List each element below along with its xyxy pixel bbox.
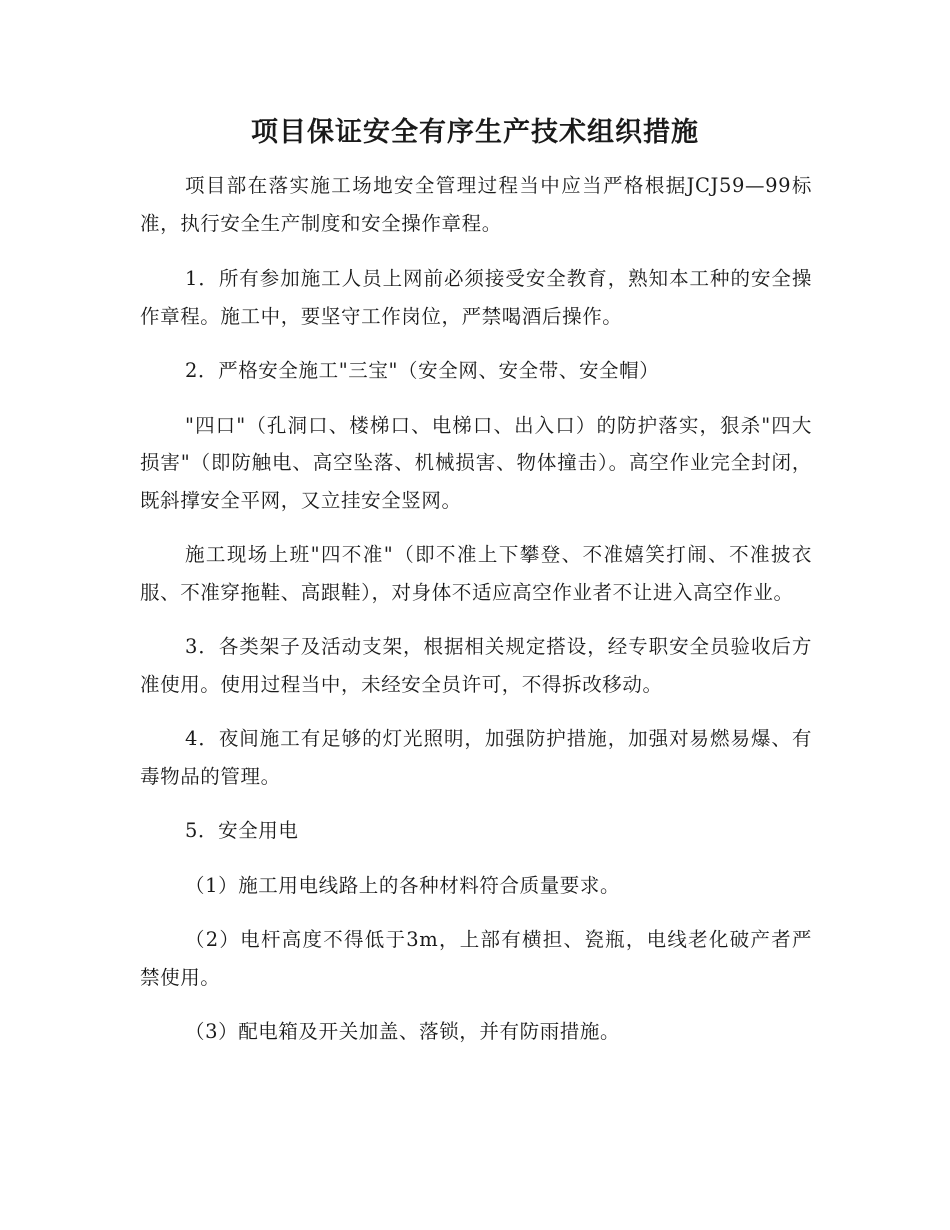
document-title: 项目保证安全有序生产技术组织措施: [251, 117, 699, 148]
paragraph-item-5: 5．安全用电: [185, 819, 299, 842]
paragraph-item-3: 3．各类架子及活动支架，根据相关规定搭设，经专职安全员验收后方准使用。使用过程当中，未经安全员许可，不得拆改移动。: [140, 635, 812, 696]
paragraph-sub-1: （1）施工用电线路上的各种材料符合质量要求。: [185, 873, 621, 897]
paragraph-four-openings: "四口"（孔洞口、楼梯口、电梯口、出入口）的防护落实，狠杀"四大损害"（即防触电、高空坠落、机械损害、物体撞击）。高空作业完全封闭，既斜撑安全平网，又立挂安全竖网。: [140, 413, 812, 512]
paragraph-item-2: 2．严格安全施工"三宝"（安全网、安全带、安全帽）: [185, 359, 660, 382]
paragraph-four-prohibitions: 施工现场上班"四不准"（即不准上下攀登、不准嬉笑打闹、不准披衣服、不准穿拖鞋、高跟鞋），对身体不适应高空作业者不让进入高空作业。: [140, 543, 812, 604]
paragraph-intro: 项目部在落实施工场地安全管理过程当中应当严格根据JCJ59—99标准，执行安全生产制度和安全操作章程。: [140, 174, 812, 235]
paragraph-item-4: 4．夜间施工有足够的灯光照明，加强防护措施，加强对易燃易爆、有毒物品的管理。: [140, 727, 812, 788]
paragraph-sub-3: （3）配电箱及开关加盖、落锁，并有防雨措施。: [185, 1020, 621, 1043]
document-body: [140, 165, 812, 1051]
paragraph-item-1: 1．所有参加施工人员上网前必须接受安全教育，熟知本工种的安全操作章程。施工中，要坚守工作岗位，严禁喝酒后操作。: [140, 267, 812, 328]
paragraph-sub-2: （2）电杆高度不得低于3m，上部有横担、瓷瓶，电线老化破产者严禁使用。: [140, 928, 812, 989]
